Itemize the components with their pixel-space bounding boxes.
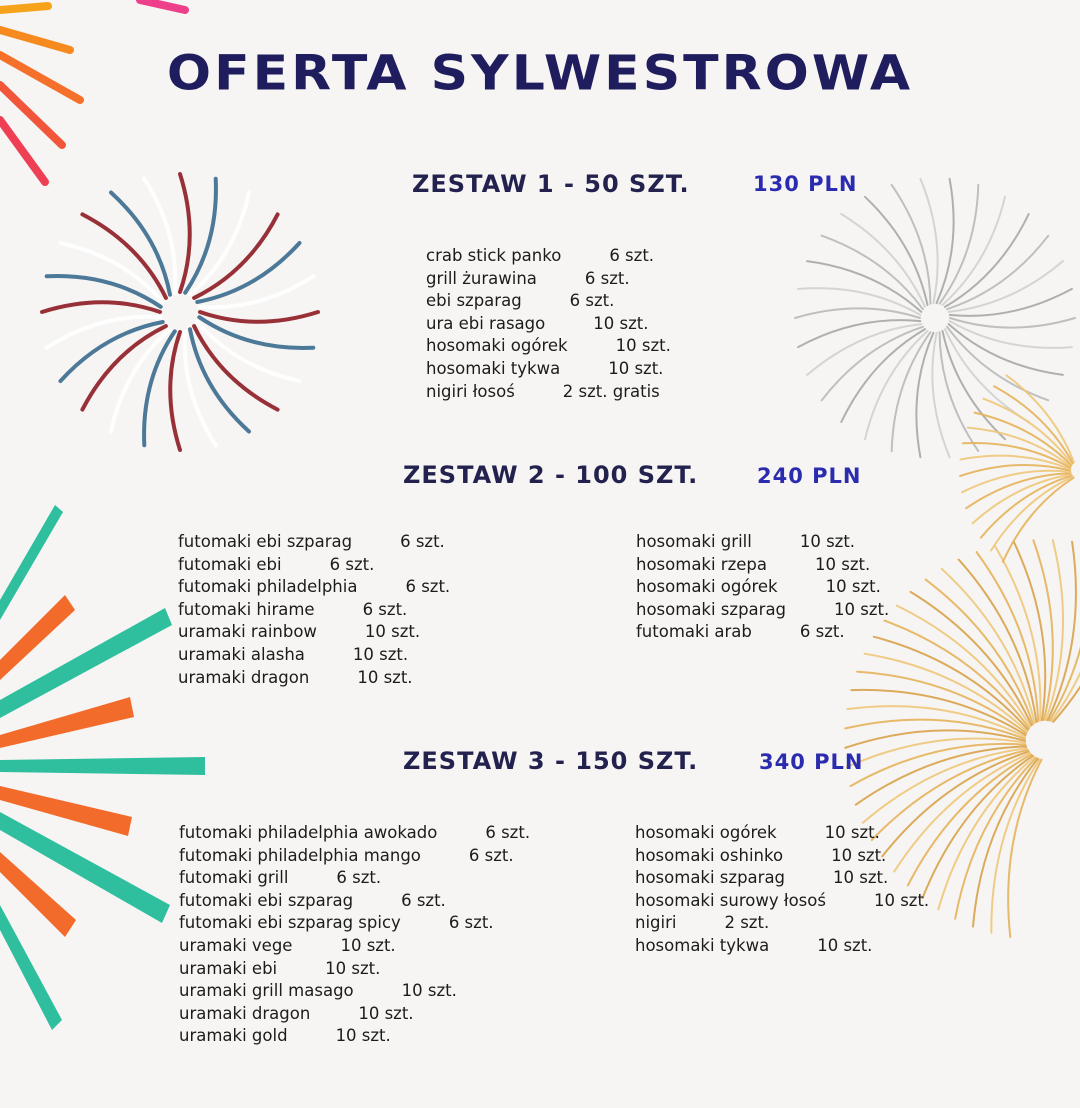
set-2-heading: ZESTAW 2 - 100 SZT. bbox=[403, 461, 699, 489]
list-item: futomaki ebi szparag 6 szt. bbox=[178, 532, 445, 551]
list-item: futomaki philadelphia awokado 6 szt. bbox=[179, 823, 531, 842]
list-item: uramaki alasha 10 szt. bbox=[178, 644, 409, 664]
list-item: uramaki grill masago 10 szt. bbox=[179, 981, 457, 1001]
list-item: grill żurawina 6 szt. bbox=[426, 268, 630, 288]
set-3-price: 340 PLN bbox=[759, 750, 864, 774]
list-item: futomaki hirame 6 szt. bbox=[178, 599, 408, 619]
list-item: uramaki dragon 10 szt. bbox=[178, 667, 413, 687]
list-item: uramaki dragon 10 szt. bbox=[179, 1003, 414, 1023]
list-item: ura ebi rasago 10 szt. bbox=[426, 313, 649, 333]
list-item: hosomaki tykwa 10 szt. bbox=[635, 935, 873, 955]
set-3-list-right bbox=[635, 822, 929, 958]
list-item: hosomaki oshinko 10 szt. bbox=[635, 845, 887, 865]
list-item: futomaki ebi szparag spicy 6 szt. bbox=[179, 913, 494, 933]
list-item: futomaki ebi szparag 6 szt. bbox=[179, 890, 446, 910]
set-2-price: 240 PLN bbox=[757, 464, 862, 488]
fireworks-red-blue-icon bbox=[42, 174, 318, 450]
fireworks-teal-orange-icon bbox=[0, 505, 205, 1030]
list-item: futomaki ebi 6 szt. bbox=[178, 554, 375, 574]
list-item: hosomaki grill 10 szt. bbox=[636, 532, 856, 551]
page-title: OFERTA SYLWESTROWA bbox=[166, 46, 914, 102]
list-item: nigiri 2 szt. bbox=[635, 913, 770, 933]
list-item: hosomaki szparag 10 szt. bbox=[636, 599, 890, 619]
list-item: hosomaki ogórek 10 szt. bbox=[636, 577, 881, 597]
fireworks-silver-icon bbox=[795, 179, 1075, 457]
list-item: uramaki rainbow 10 szt. bbox=[178, 622, 421, 642]
list-item: futomaki arab 6 szt. bbox=[636, 622, 845, 642]
list-item: hosomaki ogórek 10 szt. bbox=[635, 823, 880, 842]
list-item: ebi szparag 6 szt. bbox=[426, 291, 615, 311]
list-item: uramaki vege 10 szt. bbox=[179, 935, 396, 955]
list-item: hosomaki szparag 10 szt. bbox=[635, 868, 889, 888]
list-item: hosomaki rzepa 10 szt. bbox=[636, 554, 871, 574]
list-item: futomaki philadelphia 6 szt. bbox=[178, 577, 451, 597]
set-1-price: 130 PLN bbox=[753, 172, 858, 196]
set-1-list bbox=[426, 245, 671, 403]
set-1-heading: ZESTAW 1 - 50 SZT. bbox=[412, 170, 690, 198]
list-item: hosomaki tykwa 10 szt. bbox=[426, 358, 664, 378]
list-item: futomaki philadelphia mango 6 szt. bbox=[179, 845, 514, 865]
list-item: crab stick panko 6 szt. bbox=[426, 246, 655, 265]
list-item: hosomaki ogórek 10 szt. bbox=[426, 336, 671, 356]
set-2-list-right bbox=[636, 531, 889, 644]
list-item: futomaki grill 6 szt. bbox=[179, 868, 382, 888]
list-item: hosomaki surowy łosoś 10 szt. bbox=[635, 890, 930, 910]
set-2-list-left bbox=[178, 531, 450, 689]
list-item: uramaki gold 10 szt. bbox=[179, 1026, 391, 1046]
set-3-list-left bbox=[179, 822, 530, 1048]
list-item: nigiri łosoś 2 szt. gratis bbox=[426, 381, 660, 401]
list-item: uramaki ebi 10 szt. bbox=[179, 958, 381, 978]
set-3-heading: ZESTAW 3 - 150 SZT. bbox=[403, 747, 699, 775]
